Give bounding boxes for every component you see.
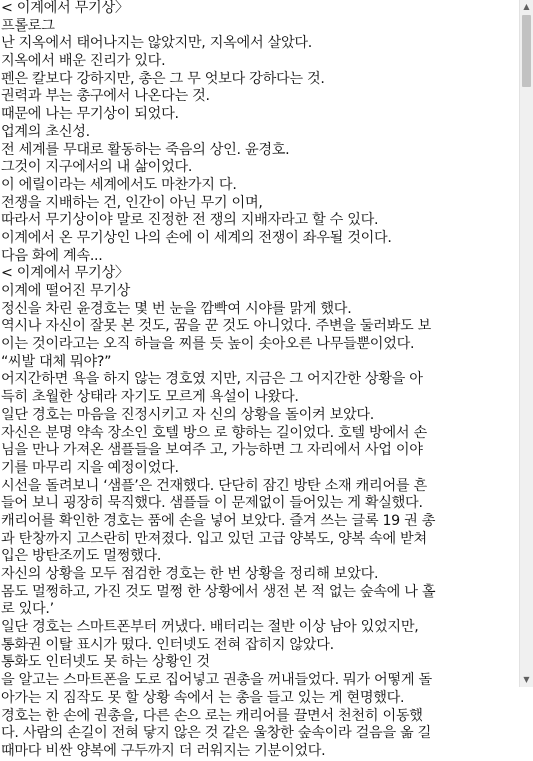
text-line: 통화권 이탈 표시가 떴다. 인터넷도 전혀 잡히지 않았다. bbox=[1, 636, 334, 653]
text-line: 득히 초월한 상태라 자기도 모르게 욕설이 나왔다. bbox=[1, 389, 299, 406]
text-line: 다음 화에 계속... bbox=[1, 247, 103, 264]
text-line: 몸도 멀쩡하고, 가진 것도 멀쩡 한 상황에서 생전 본 적 없는 숲속에 나 홀 bbox=[1, 583, 436, 600]
text-line: 따라서 무기상이야 말로 진정한 전 쟁의 지배자라고 할 수 있다. bbox=[1, 212, 379, 229]
text-line: 전쟁을 지배하는 건, 인간이 아닌 무기 이며, bbox=[1, 194, 263, 211]
text-line: 다. 사람의 손길이 전혀 닿지 않은 것 같은 울창한 숲속이라 걸음을 옮 길 bbox=[1, 725, 432, 742]
text-line: 로 있다.’ bbox=[1, 601, 54, 618]
text-line: 전 세계를 무대로 활동하는 죽음의 상인. 윤경호. bbox=[1, 141, 290, 158]
text-line: 입은 방탄조끼도 멀쩡했다. bbox=[1, 548, 162, 565]
text-line: 자신의 상황을 모두 점검한 경호는 한 번 상황을 정리해 보았다. bbox=[1, 566, 379, 582]
text-line: 기를 마무리 지을 예정이었다. bbox=[1, 459, 179, 476]
text-line: 그것이 지구에서의 내 삶이었다. bbox=[1, 159, 193, 176]
text-line: 일단 경호는 스마트폰부터 꺼냈다. 배터리는 절반 이상 남아 있었지만, bbox=[1, 619, 419, 636]
text-line: 이계에 떨어진 무기상 bbox=[1, 283, 131, 299]
text-line: 역시나 자신이 잘못 본 것도, 꿈을 꾼 것도 아니었다. 주변을 둘러봐도 보 bbox=[1, 318, 432, 335]
text-line: 때마다 비싼 양복에 구두까지 더 러워지는 기분이었다. bbox=[1, 742, 326, 759]
scroll-down-arrow-icon[interactable]: ▼ bbox=[523, 675, 530, 684]
text-line: 업계의 초신성. bbox=[1, 123, 90, 140]
text-line: 난 지옥에서 태어나지는 않았지만, 지옥에서 살았다. bbox=[1, 35, 312, 52]
text-line: 프롤로그 bbox=[1, 17, 55, 34]
text-line: 과 탄창까지 고스란히 만져졌다. 입고 있던 고급 양복도, 양복 속에 받쳐 bbox=[1, 530, 427, 547]
text-line: 자신은 분명 약속 장소인 호텔 방으 로 향하는 길이었다. 호텔 방에서 손 bbox=[1, 424, 427, 441]
text-line: 펜은 칼보다 강하지만, 총은 그 무 엇보다 강하다는 것. bbox=[1, 70, 325, 87]
text-line: 을 알고는 스마트폰을 도로 집어넣고 권총을 꺼내들었다. 뭐가 어떻게 돌 bbox=[1, 672, 432, 689]
text-line: 이 에릴이라는 세계에서도 마찬가지 다. bbox=[1, 176, 237, 193]
text-line: 이계에서 온 무기상인 나의 손에 이 세계의 전쟁이 좌우될 것이다. bbox=[1, 229, 392, 246]
vertical-scrollbar[interactable] bbox=[519, 0, 533, 687]
text-line: 권력과 부는 총구에서 나온다는 것. bbox=[1, 88, 210, 105]
text-line: 들어 보니 굉장히 묵직했다. 샘플들 이 문제없이 들어있는 게 확실했다. bbox=[1, 495, 423, 512]
text-line: 어지간하면 욕을 하지 않는 경호였 지만, 지금은 그 어지간한 상황을 아 bbox=[1, 371, 423, 388]
text-line: 경호는 한 손에 권총을, 다른 손으 로는 캐리어를 끌면서 천천히 이동했 bbox=[1, 707, 423, 724]
text-line: 아가는 지 짐작도 못 할 상황 속에서 는 총을 들고 있는 게 현명했다. bbox=[1, 689, 405, 706]
text-line: 이는 것이라고는 오직 하늘을 찌를 듯 높이 솟아오른 나무들뿐이었다. bbox=[1, 336, 415, 353]
text-line: 정신을 차린 윤경호는 몇 번 눈을 깜빡여 시야를 맑게 했다. bbox=[1, 300, 352, 317]
text-line: 님을 만나 가져온 샘플들을 보여주 고, 가능하면 그 자리에서 사업 이야 bbox=[1, 442, 423, 459]
text-line: < 이계에서 무기상〉 bbox=[1, 0, 129, 16]
text-line: 일단 경호는 마음을 진정시키고 자 신의 상황을 돌이켜 보았다. bbox=[1, 406, 375, 423]
text-line: 캐리어를 확인한 경호는 품에 손을 넣어 보았다. 즐겨 쓰는 글록 19 권 총 bbox=[1, 512, 436, 529]
text-line: 시선을 돌려보니 ‘샘플’은 건재했다. 단단히 잠긴 방탄 소재 캐리어를 흔 bbox=[1, 477, 427, 494]
text-line: < 이계에서 무기상〉 bbox=[1, 265, 129, 282]
text-line: 지옥에서 배운 진리가 있다. bbox=[1, 53, 166, 70]
text-line: 통화도 인터넷도 못 하는 상황인 것 bbox=[1, 654, 210, 671]
text-line: “씨발 대체 뭐야?” bbox=[1, 353, 112, 370]
scrollbar-thumb[interactable] bbox=[522, 15, 531, 87]
scroll-up-arrow-icon[interactable]: ▲ bbox=[523, 2, 530, 11]
text-line: 때문에 나는 무기상이 되었다. bbox=[1, 106, 179, 123]
